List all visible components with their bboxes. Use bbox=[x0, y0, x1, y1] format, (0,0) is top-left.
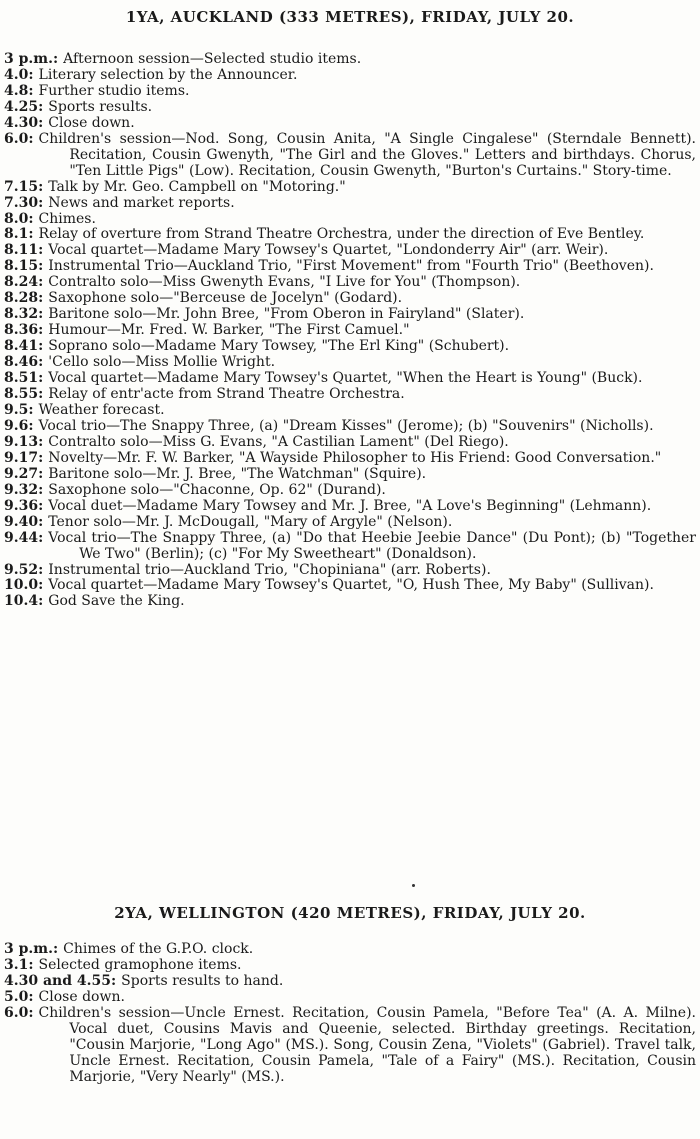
entry-text: Weather forecast. bbox=[38, 401, 165, 418]
entry-time: 9.5: bbox=[4, 401, 34, 418]
entry-time: 7.30: bbox=[4, 194, 44, 211]
entry-time: 8.11: bbox=[4, 242, 44, 259]
entry-time: 4.25: bbox=[4, 98, 44, 115]
entry-text: Vocal quartet—Madame Mary Towsey's Quartet, "When the Heart is Young" (Buck). bbox=[48, 370, 643, 387]
entry-time: 10.4: bbox=[4, 593, 44, 610]
entry-text: Children's session—Uncle Ernest. Recitation, Cousin Pamela, "Before Tea" (A. A. Milne). Vocal duet, Cousins Mavis and Queenie, selected. Birthday greetings. Recitation, "Cousin Marjorie, "Long Ago" (MS.). Song, Cousin Zena, "Violets" (Gabriel). Travel talk, Uncle Ernest. Recitation, Cousin Pamela, "Tale of a Fairy" (MS.). Recitation, Cousin Marjorie, "Very Nearly" (MS.). bbox=[38, 1004, 696, 1085]
entry-text: Relay of entr'acte from Strand Theatre Orchestra. bbox=[48, 386, 405, 403]
program-entry bbox=[4, 291, 696, 307]
program-entry bbox=[4, 323, 696, 339]
entry-time: 8.55: bbox=[4, 386, 44, 403]
entry-time: 9.27: bbox=[4, 465, 44, 482]
entry-time: 8.46: bbox=[4, 354, 44, 371]
entry-text: Talk by Mr. Geo. Campbell on "Motoring." bbox=[48, 178, 346, 195]
entry-text: Sports results. bbox=[48, 98, 153, 115]
program-entry bbox=[4, 68, 696, 84]
program-entry bbox=[4, 958, 696, 974]
entry-text: Vocal quartet—Madame Mary Towsey's Quartet, "O, Hush Thee, My Baby" (Sullivan). bbox=[48, 577, 654, 594]
program-entry bbox=[4, 435, 696, 451]
entry-text: Novelty—Mr. F. W. Barker, "A Wayside Philosopher to His Friend: Good Conversation." bbox=[48, 449, 662, 466]
entry-text: Close down. bbox=[48, 114, 135, 131]
entry-text: Vocal trio—The Snappy Three, (a) "Dream Kisses" (Jerome); (b) "Souvenirs" (Nicholls). bbox=[38, 417, 654, 434]
program-entry bbox=[4, 515, 696, 531]
entry-time: 9.17: bbox=[4, 449, 44, 466]
program-entry bbox=[4, 419, 696, 435]
program-entry bbox=[4, 307, 696, 323]
program-entry bbox=[4, 180, 696, 196]
program-entry bbox=[4, 196, 696, 212]
program-entry bbox=[4, 52, 696, 68]
program-entry bbox=[4, 974, 696, 990]
entry-time: 4.30 and 4.55: bbox=[4, 972, 117, 989]
program-entry bbox=[4, 259, 696, 275]
program-entry bbox=[4, 84, 696, 100]
program-entry bbox=[4, 483, 696, 499]
entry-time: 3.1: bbox=[4, 956, 34, 973]
entry-text: Relay of overture from Strand Theatre Orchestra, under the direction of Eve Bentley. bbox=[38, 226, 645, 243]
program-entry bbox=[4, 339, 696, 355]
entry-time: 7.15: bbox=[4, 178, 44, 195]
entry-time: 9.6: bbox=[4, 417, 34, 434]
entry-time: 9.32: bbox=[4, 481, 44, 498]
entry-time: 5.0: bbox=[4, 988, 34, 1005]
entry-text: Instrumental trio—Auckland Trio, "Chopiniana" (arr. Roberts). bbox=[48, 561, 491, 578]
program-entry bbox=[4, 387, 696, 403]
entry-text: Close down. bbox=[38, 988, 125, 1005]
entry-text: Further studio items. bbox=[38, 82, 190, 99]
program-entry bbox=[4, 1006, 696, 1086]
entry-text: Saxophone solo—"Chaconne, Op. 62" (Durand). bbox=[48, 481, 386, 498]
program-entry bbox=[4, 990, 696, 1006]
program-entry bbox=[4, 371, 696, 387]
entry-time: 8.51: bbox=[4, 370, 44, 387]
section-heading-2ya: 2YA, WELLINGTON (420 METRES), FRIDAY, JULY 20. bbox=[114, 904, 586, 922]
program-list-2ya bbox=[4, 942, 696, 1086]
entry-time: 3 p.m.: bbox=[4, 941, 59, 957]
program-entry bbox=[4, 116, 696, 132]
entry-text: Vocal quartet—Madame Mary Towsey's Quartet, "Londonderry Air" (arr. Weir). bbox=[48, 242, 609, 259]
entry-time: 8.32: bbox=[4, 306, 44, 323]
program-entry bbox=[4, 275, 696, 291]
entry-time: 8.24: bbox=[4, 274, 44, 291]
program-entry bbox=[4, 531, 696, 563]
program-entry bbox=[4, 132, 696, 180]
program-entry bbox=[4, 212, 696, 228]
print-speck bbox=[412, 884, 415, 887]
entry-text: Chimes of the G.P.O. clock. bbox=[63, 941, 254, 957]
entry-text: 'Cello solo—Miss Mollie Wright. bbox=[48, 354, 276, 371]
program-list-1ya bbox=[4, 52, 696, 610]
entry-time: 6.0: bbox=[4, 1004, 34, 1021]
entry-text: Contralto solo—Miss Gwenyth Evans, "I Live for You" (Thompson). bbox=[48, 274, 521, 291]
program-entry bbox=[4, 355, 696, 371]
entry-text: Vocal trio—The Snappy Three, (a) "Do that Heebie Jeebie Dance" (Du Pont); (b) "Together We Two" (Berlin); (c) "For My Sweetheart" (Donaldson). bbox=[48, 529, 696, 562]
program-entry bbox=[4, 578, 696, 594]
entry-time: 4.8: bbox=[4, 82, 34, 99]
entry-text: Sports results to hand. bbox=[121, 972, 284, 989]
program-entry bbox=[4, 227, 696, 243]
entry-text: News and market reports. bbox=[48, 194, 235, 211]
entry-time: 9.52: bbox=[4, 561, 44, 578]
program-entry bbox=[4, 467, 696, 483]
entry-text: Soprano solo—Madame Mary Towsey, "The Erl King" (Schubert). bbox=[48, 338, 510, 355]
entry-text: Baritone solo—Mr. John Bree, "From Oberon in Fairyland" (Slater). bbox=[48, 306, 525, 323]
entry-time: 4.0: bbox=[4, 66, 34, 83]
entry-text: Literary selection by the Announcer. bbox=[38, 66, 298, 83]
entry-text: Tenor solo—Mr. J. McDougall, "Mary of Argyle" (Nelson). bbox=[48, 513, 453, 530]
program-entry bbox=[4, 563, 696, 579]
entry-time: 10.0: bbox=[4, 577, 44, 594]
entry-time: 9.40: bbox=[4, 513, 44, 530]
entry-text: Saxophone solo—"Berceuse de Jocelyn" (Godard). bbox=[48, 290, 403, 307]
entry-time: 8.15: bbox=[4, 258, 44, 275]
entry-time: 9.36: bbox=[4, 497, 44, 514]
entry-text: Contralto solo—Miss G. Evans, "A Castilian Lament" (Del Riego). bbox=[48, 433, 509, 450]
section-heading-1ya: 1YA, AUCKLAND (333 METRES), FRIDAY, JULY 20. bbox=[125, 8, 575, 26]
entry-text: Instrumental Trio—Auckland Trio, "First Movement" from "Fourth Trio" (Beethoven). bbox=[48, 258, 654, 275]
entry-time: 8.41: bbox=[4, 338, 44, 355]
entry-time: 3 p.m.: bbox=[4, 51, 59, 67]
entry-text: Humour—Mr. Fred. W. Barker, "The First Camuel." bbox=[48, 322, 410, 339]
program-entry bbox=[4, 942, 696, 958]
entry-time: 8.28: bbox=[4, 290, 44, 307]
entry-time: 8.36: bbox=[4, 322, 44, 339]
program-entry bbox=[4, 243, 696, 259]
program-entry bbox=[4, 451, 696, 467]
entry-time: 9.44: bbox=[4, 529, 44, 546]
entry-time: 9.13: bbox=[4, 433, 44, 450]
entry-text: Vocal duet—Madame Mary Towsey and Mr. J. Bree, "A Love's Beginning" (Lehmann). bbox=[48, 497, 652, 514]
entry-text: Afternoon session—Selected studio items. bbox=[63, 51, 362, 67]
entry-time: 4.30: bbox=[4, 114, 44, 131]
entry-text: Baritone solo—Mr. J. Bree, "The Watchman" (Squire). bbox=[48, 465, 427, 482]
program-entry bbox=[4, 403, 696, 419]
entry-time: 8.1: bbox=[4, 226, 34, 243]
program-entry bbox=[4, 499, 696, 515]
entry-text: God Save the King. bbox=[48, 593, 185, 610]
program-entry bbox=[4, 100, 696, 116]
program-entry bbox=[4, 594, 696, 610]
entry-time: 6.0: bbox=[4, 130, 34, 147]
entry-time: 8.0: bbox=[4, 210, 34, 227]
entry-text: Children's session—Nod. Song, Cousin Anita, "A Single Cingalese" (Sterndale Bennett). Recitation, Cousin Gwenyth, "The Girl and the Gloves." Letters and birthdays. Chorus, "Ten Little Pigs" (Low). Recitation, Cousin Gwenyth, "Burton's Curtains." Story-time. bbox=[38, 130, 696, 179]
entry-text: Selected gramophone items. bbox=[38, 956, 242, 973]
entry-text: Chimes. bbox=[38, 210, 96, 227]
